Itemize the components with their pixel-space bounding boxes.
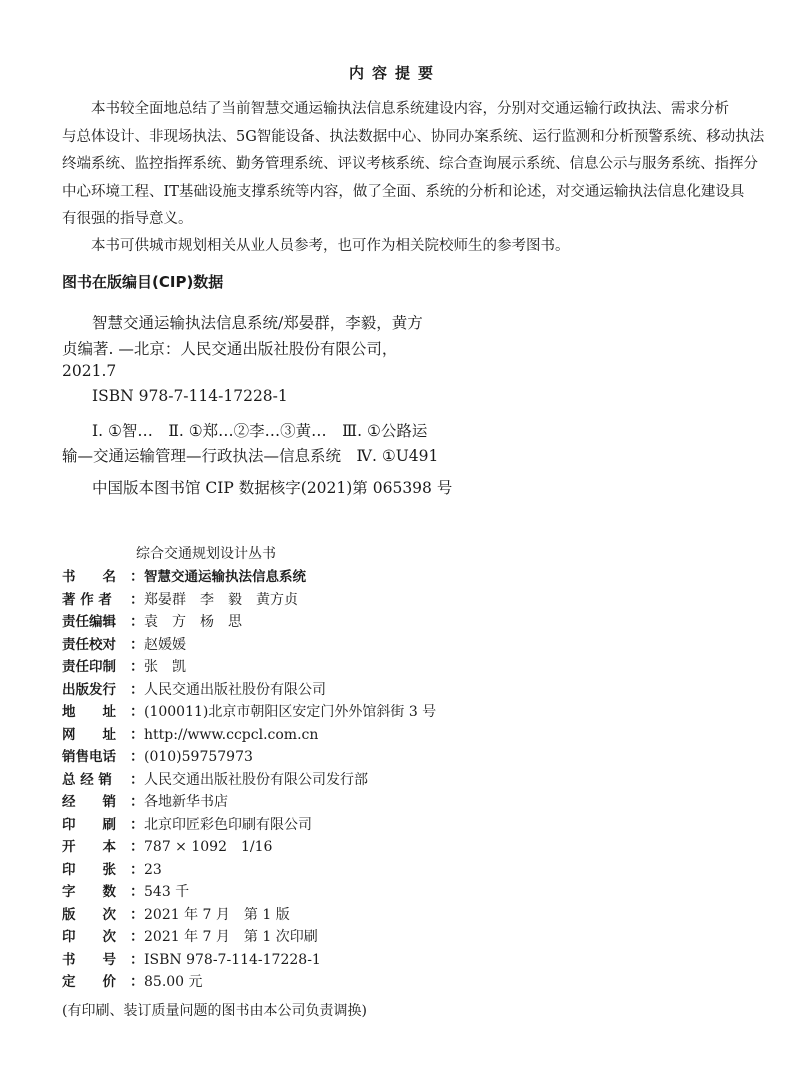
- info-row: [62, 723, 318, 744]
- summary-line: 与总体设计、非现场执法、5G智能设备、执法数据中心、协同办案系统、运行监测和分析预警系统、移动执法: [62, 128, 765, 145]
- info-value: 北京印匠彩色印刷有限公司: [144, 816, 312, 833]
- info-label: 总 经 销: [62, 771, 112, 788]
- info-colon: ：: [130, 569, 144, 585]
- info-colon: ：: [130, 614, 144, 630]
- info-value: 袁 方 杨 思: [144, 614, 242, 630]
- info-value: 人民交通出版社股份有限公司: [144, 681, 326, 698]
- info-value: (010)59757973: [144, 749, 253, 765]
- info-colon: ：: [130, 681, 144, 698]
- info-row: [62, 858, 162, 879]
- cip-isbn: ISBN 978-7-114-17228-1: [92, 387, 288, 405]
- info-label: 印 次: [62, 929, 116, 945]
- info-label: 责任校对: [62, 636, 116, 653]
- info-row: [62, 700, 436, 721]
- info-value: (100011)北京市朝阳区安定门外外馆斜街 3 号: [144, 704, 437, 720]
- info-label: 定 价: [62, 974, 116, 990]
- info-value: http://www.ccpcl.com.cn: [144, 726, 319, 743]
- info-colon: ：: [130, 861, 144, 878]
- info-value: 2021 年 7 月 第 1 版: [144, 906, 290, 923]
- info-colon: ：: [130, 591, 144, 608]
- info-label: 字 数: [62, 884, 116, 900]
- info-colon: ：: [130, 749, 144, 765]
- info-label: 责任编辑: [62, 614, 116, 630]
- info-value: 543 千: [144, 884, 190, 900]
- info-label: 书 名: [62, 569, 116, 585]
- info-value: 人民交通出版社股份有限公司发行部: [144, 771, 368, 788]
- info-label: 印 刷: [62, 816, 116, 833]
- info-colon: ：: [130, 839, 144, 855]
- info-row: [62, 948, 321, 969]
- summary-title: 内容提要: [348, 64, 441, 82]
- info-row: [62, 970, 203, 991]
- info-row: [62, 835, 272, 856]
- info-colon: ：: [130, 884, 144, 900]
- info-colon: ：: [130, 636, 144, 653]
- info-colon: ：: [130, 951, 144, 968]
- info-label: 地 址: [62, 704, 116, 720]
- info-colon: ：: [130, 726, 144, 743]
- info-colon: ：: [130, 794, 144, 810]
- summary-line: 中心环境工程、IT基础设施支撑系统等内容，做了全面、系统的分析和论述，对交通运输执法信息化建设具: [62, 183, 745, 200]
- info-value: 85.00 元: [144, 974, 203, 990]
- info-colon: ：: [130, 816, 144, 833]
- info-value: 各地新华书店: [144, 794, 228, 810]
- cip-classification: 输—交通运输管理—行政执法—信息系统 Ⅳ. ①U491: [62, 447, 439, 465]
- info-row: [62, 678, 326, 699]
- info-row: [62, 903, 290, 924]
- summary-line: 本书较全面地总结了当前智慧交通运输执法信息系统建设内容，分别对交通运输行政执法、需求分析: [91, 101, 729, 117]
- info-value: 张 凯: [144, 659, 186, 675]
- cip-title-line: 智慧交通运输执法信息系统/郑晏群，李毅，黄方: [92, 314, 423, 332]
- cip-library-number: 中国版本图书馆 CIP 数据核字(2021)第 065398 号: [92, 479, 453, 497]
- info-row: [62, 880, 189, 901]
- info-label: 书 号: [62, 951, 116, 968]
- info-row: [62, 768, 368, 789]
- summary-line: 有很强的指导意义。: [62, 211, 193, 227]
- info-colon: ：: [130, 974, 144, 990]
- info-label: 销售电话: [62, 749, 116, 765]
- info-colon: ：: [130, 906, 144, 923]
- info-value: 赵媛媛: [144, 636, 186, 653]
- info-value: 787 × 1092 1/16: [144, 839, 273, 855]
- info-label: 版 次: [62, 906, 116, 923]
- info-label: 网 址: [62, 726, 116, 743]
- info-label: 印 张: [62, 861, 116, 878]
- cip-heading: 图书在版编目(CIP)数据: [62, 273, 224, 291]
- series-name: 综合交通规划设计丛书: [136, 546, 276, 562]
- cip-classification: Ⅰ. ①智… Ⅱ. ①郑…②李…③黄… Ⅲ. ①公路运: [92, 422, 428, 440]
- summary-line: 本书可供城市规划相关从业人员参考，也可作为相关院校师生的参考图书。: [91, 238, 570, 254]
- quality-note: (有印刷、装订质量问题的图书由本公司负责调换): [62, 1003, 367, 1019]
- cip-title-line: 贞编著. —北京：人民交通出版社股份有限公司，: [62, 340, 398, 358]
- info-label: 开 本: [62, 839, 116, 855]
- info-row: [62, 633, 186, 654]
- info-label: 经 销: [62, 794, 116, 810]
- info-row: [62, 745, 253, 766]
- info-value: 郑晏群 李 毅 黄方贞: [144, 591, 298, 608]
- summary-line: 终端系统、监控指挥系统、勤务管理系统、评议考核系统、综合查询展示系统、信息公示与服务系统、指挥分: [62, 156, 758, 172]
- info-row: [62, 925, 318, 946]
- info-row: [62, 610, 242, 631]
- info-colon: ：: [130, 771, 144, 788]
- info-colon: ：: [130, 929, 144, 945]
- info-row: [62, 655, 186, 676]
- info-value: ISBN 978-7-114-17228-1: [144, 951, 321, 968]
- info-colon: ：: [130, 659, 144, 675]
- info-row: [62, 813, 312, 834]
- summary-paragraph-2: [62, 233, 752, 261]
- info-value: 23: [144, 861, 162, 878]
- info-value: 2021 年 7 月 第 1 次印刷: [144, 929, 318, 945]
- cip-date: 2021.7: [62, 362, 117, 380]
- info-label: 出版发行: [62, 681, 116, 698]
- info-colon: ：: [130, 704, 144, 720]
- info-label: 著 作 者: [62, 591, 112, 608]
- info-label: 责任印制: [62, 659, 116, 675]
- info-value: 智慧交通运输执法信息系统: [144, 569, 306, 585]
- summary-paragraph-1: [62, 96, 765, 234]
- info-row: [62, 565, 306, 586]
- info-row: [62, 588, 298, 609]
- info-row: [62, 790, 228, 811]
